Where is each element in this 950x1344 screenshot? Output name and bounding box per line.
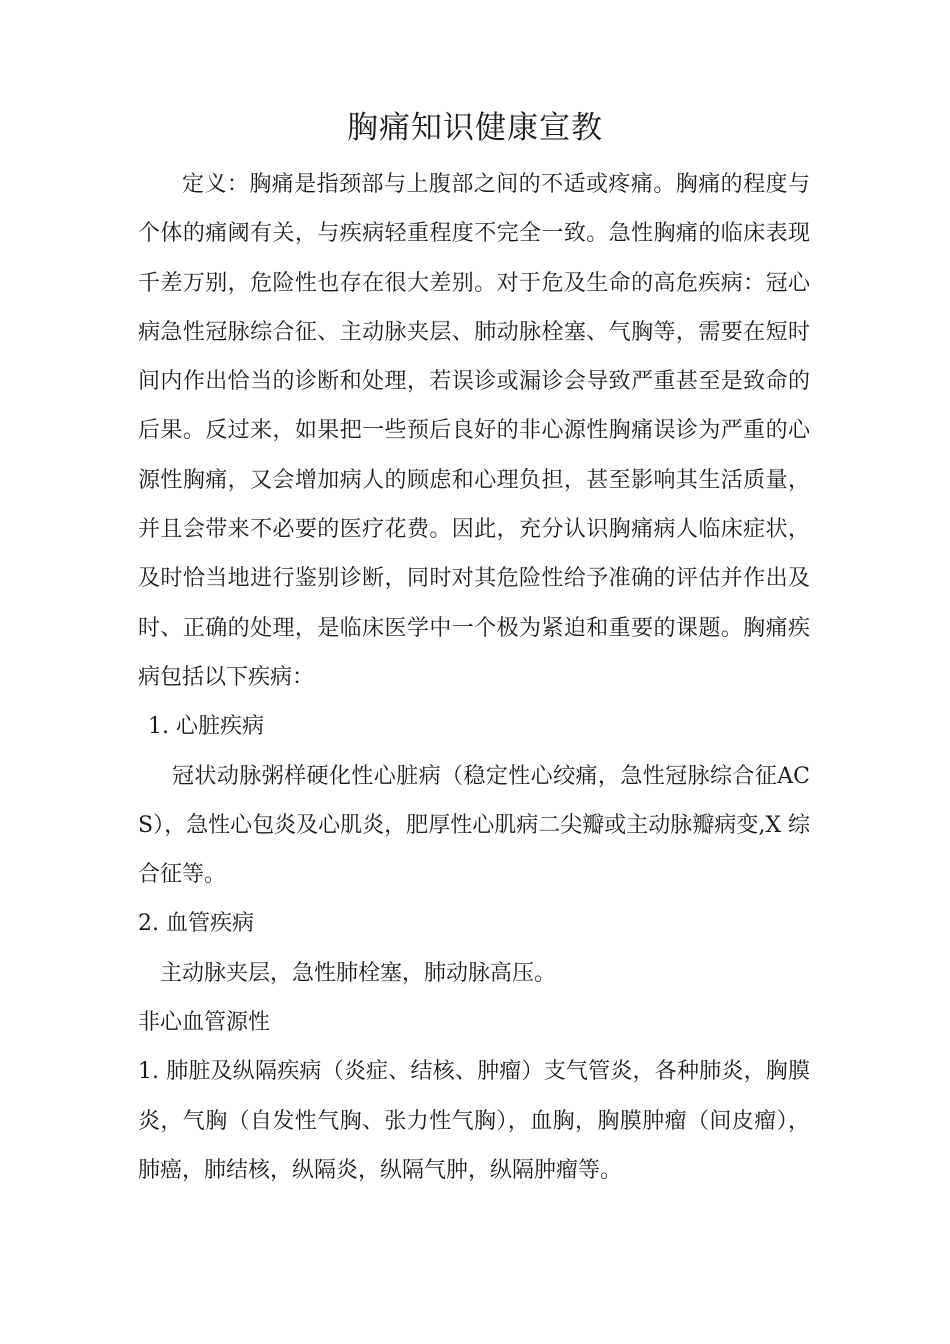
section-heading-non-cardiovascular: 非心血管源性 <box>138 1010 271 1036</box>
definition-paragraph: 定义：胸痛是指颈部与上腹部之间的不适或疼痛。胸痛的程度与个体的痛阈有关，与疾病轻重程度不完全一致。急性胸痛的临床表现千差万别，危险性也存在很大差别。对于危及生命的高危疾病：冠心病急性冠脉综合征、主动脉夹层、肺动脉栓塞、气胸等，需要在短时间内作出恰当的诊断和处理，若误诊或漏诊会导致严重甚至是致命的后果。反过来，如果把一些预后良好的非心源性胸痛误诊为严重的心源性胸痛，又会增加病人的顾虑和心理负担，甚至影响其生活质量，并且会带来不必要的医疗花费。因此，充分认识胸痛病人临床症状，及时恰当地进行鉴别诊断，同时对其危险性给予准确的评估并作出及时、正确的处理，是临床医学中一个极为紧迫和重要的课题。胸痛疾病包括以下疾病： <box>138 172 810 690</box>
section-body-pulmonary: 1. 肺脏及纵隔疾病（炎症、结核、肿瘤）支气管炎，各种肺炎，胸膜炎，气胸（自发性气胸、张力性气胸），血胸，胸膜肿瘤（间皮瘤），肺癌，肺结核，纵隔炎，纵隔气肿，纵隔肿瘤等。 <box>138 1059 810 1183</box>
section-body-vascular: 主动脉夹层，急性肺栓塞，肺动脉高压。 <box>160 960 557 986</box>
section-body-cardiac: 冠状动脉粥样硬化性心脏病（稳定性心绞痛，急性冠脉综合征ACS），急性心包炎及心肌炎，肥厚性心肌病二尖瓣或主动脉瓣病变,X 综合征等。 <box>138 763 810 888</box>
document-body <box>138 160 810 1195</box>
section-heading-vascular: 2. 血管疾病 <box>138 911 254 937</box>
document-title: 胸痛知识健康宣教 <box>347 110 603 146</box>
section-heading-cardiac: 1. 心脏疾病 <box>148 714 264 740</box>
